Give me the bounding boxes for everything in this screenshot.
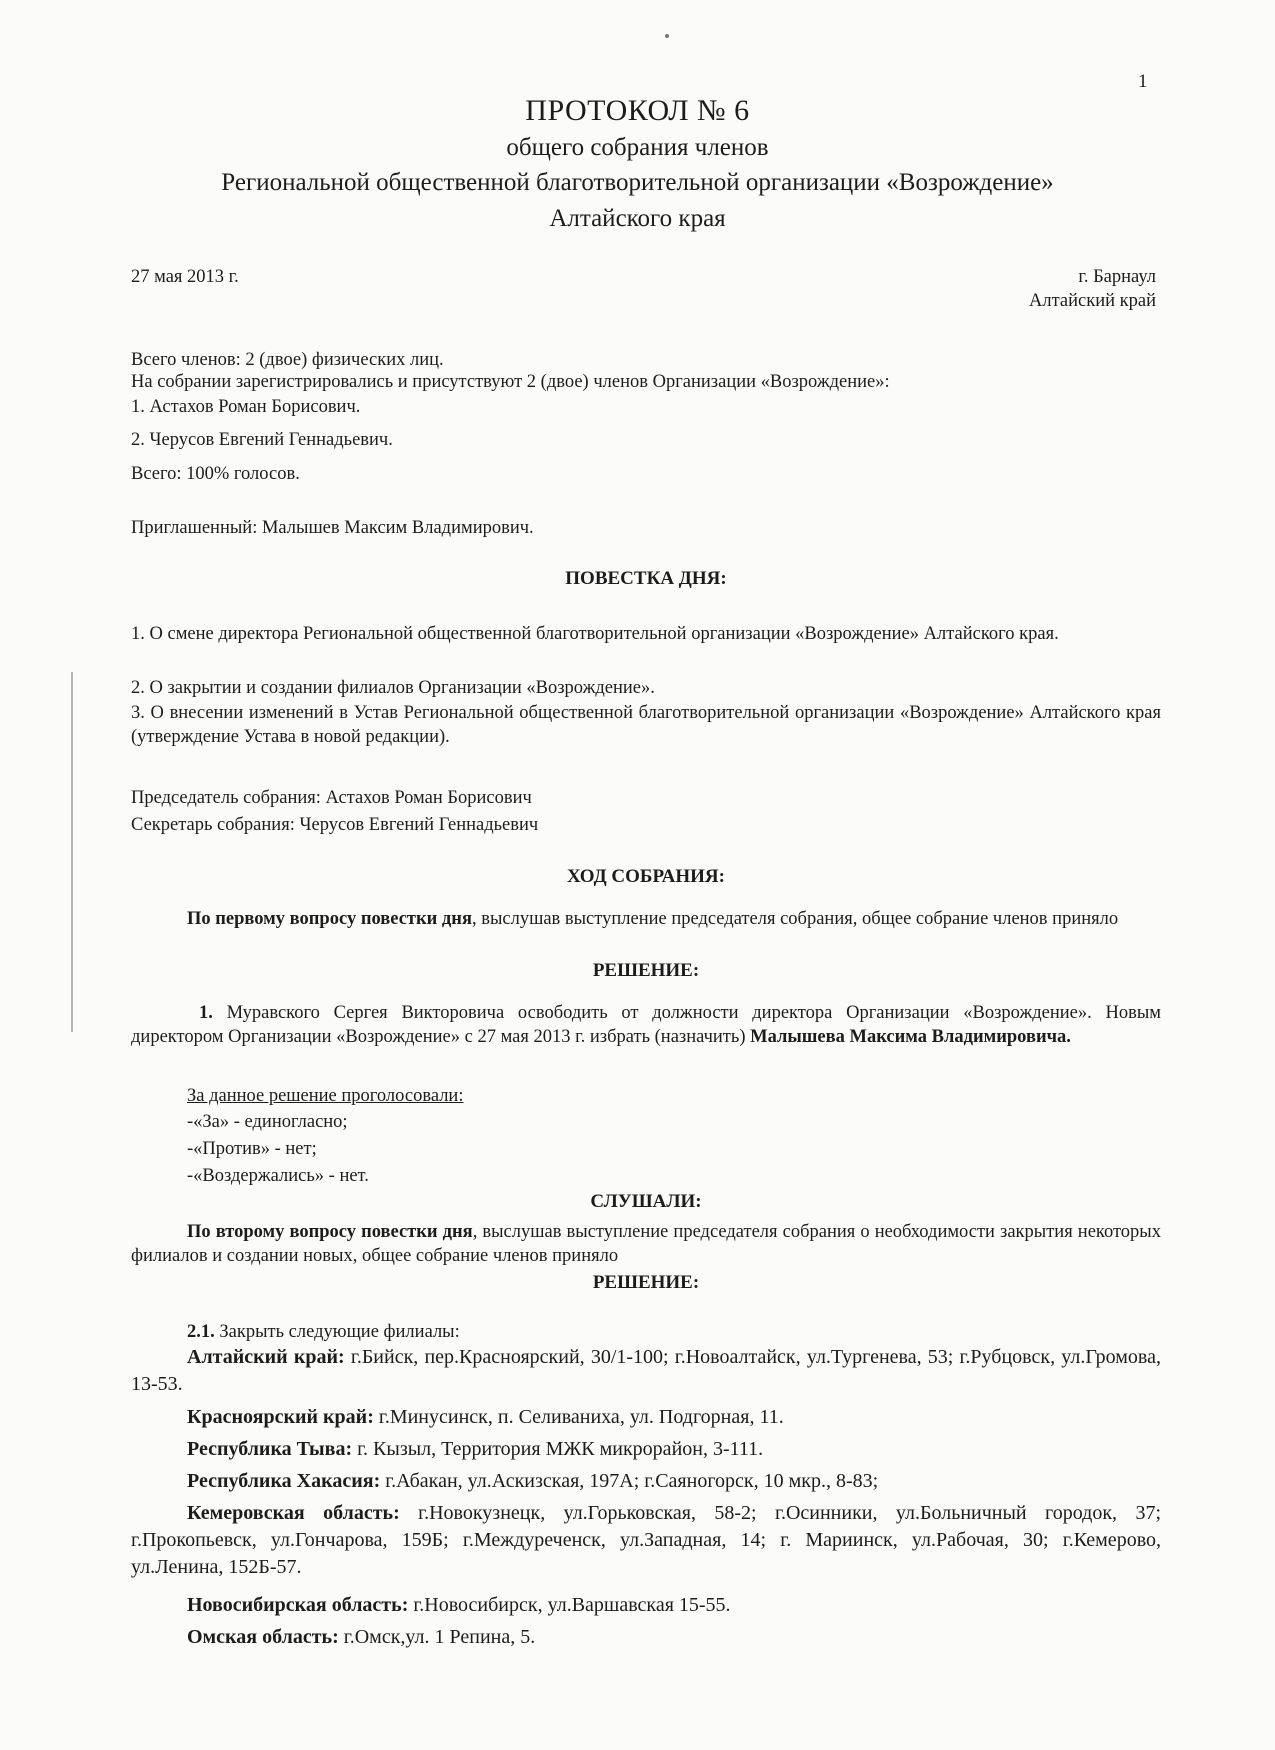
- branch-altai: [131, 1344, 1161, 1398]
- branches-intro-text: Закрыть следующие филиалы:: [214, 1322, 460, 1342]
- heard-heading: СЛУШАЛИ:: [590, 1191, 702, 1212]
- branch-kemerovo-addresses: г.Новокузнецк, ул.Горьковская, 58-2; г.Осинники, ул.Больничный городок, 37; г.Прокопьевск, ул.Гончарова, 159Б; г.Междуреченск, ул.Западная, 14; г. Мариинск, ул.Рабочая, 30; г.Кемерово, ул.Ленина, 152Б-57.: [131, 1502, 1161, 1578]
- branch-tyva-label: Республика Тыва:: [187, 1438, 353, 1460]
- vote-for: -«За» - единогласно;: [187, 1112, 348, 1132]
- question-2-paragraph: [131, 1220, 1161, 1268]
- branch-omsk-label: Омская область:: [187, 1626, 339, 1648]
- decision-1-heading: РЕШЕНИЕ:: [592, 960, 700, 981]
- title-subtitle: общего собрания членов: [506, 134, 769, 161]
- question-1-text: , выслушав выступление председателя собрания, общее собрание членов приняло: [471, 909, 1119, 929]
- document-title: ПРОТОКОЛ № 6: [525, 94, 750, 127]
- question-2-text: , выслушав выступление председателя собрания о необходимости закрытия некоторых филиалов и создании новых, общее собрание членов приняло: [131, 1222, 1161, 1266]
- branch-novosibirsk-label: Новосибирская область:: [187, 1594, 409, 1616]
- decision-1-number: 1.: [199, 1003, 213, 1023]
- branch-altai-addresses: г.Бийск, пер.Красноярский, 30/1-100; г.Новоалтайск, ул.Тургенева, 53; г.Рубцовск, ул.Громова, 13-53.: [131, 1346, 1161, 1395]
- member-1: 1. Астахов Роман Борисович.: [131, 397, 361, 417]
- vote-abstain: -«Воздержались» - нет.: [187, 1166, 369, 1186]
- branch-novosibirsk-addresses: г.Новосибирск, ул.Варшавская 15-55.: [408, 1594, 731, 1616]
- branch-krasnoyarsk-addresses: г.Минусинск, п. Селиваниха, ул. Подгорная, 11.: [373, 1406, 784, 1428]
- branch-kemerovo: [131, 1500, 1161, 1581]
- votes-total: Всего: 100% голосов.: [131, 464, 300, 484]
- new-director-name: Малышева Максима Владимировича.: [750, 1027, 1071, 1047]
- page-number: 1: [1138, 71, 1148, 92]
- member-2: 2. Черусов Евгений Геннадьевич.: [131, 430, 393, 450]
- branch-omsk: [131, 1624, 1161, 1651]
- branch-tyva: [131, 1436, 1161, 1463]
- branch-omsk-addresses: г.Омск,ул. 1 Репина, 5.: [338, 1626, 536, 1648]
- branch-altai-label: Алтайский край:: [187, 1346, 345, 1368]
- meeting-chair: Председатель собрания: Астахов Роман Борисович: [131, 788, 532, 808]
- branch-khakasia-label: Республика Хакасия:: [187, 1470, 381, 1492]
- question-1-paragraph: [131, 907, 1161, 931]
- branch-kemerovo-label: Кемеровская область:: [187, 1502, 400, 1524]
- meeting-region: Алтайский край: [1029, 291, 1156, 311]
- voted-label: За данное решение проголосовали:: [187, 1086, 464, 1106]
- question-1-label: По первому вопросу повестки дня: [187, 909, 472, 929]
- branch-krasnoyarsk-label: Красноярский край:: [187, 1406, 374, 1428]
- invited-person: Приглашенный: Малышев Максим Владимирович.: [131, 518, 534, 538]
- proceedings-heading: ХОД СОБРАНИЯ:: [567, 866, 725, 887]
- branch-krasnoyarsk: [131, 1404, 1161, 1431]
- registered-members: На собрании зарегистрировались и присутствуют 2 (двое) членов Организации «Возрождение»:: [131, 372, 890, 392]
- title-organization: Региональной общественной благотворительной организации «Возрождение»: [221, 169, 1054, 196]
- branches-intro-number: 2.1.: [187, 1322, 215, 1342]
- question-2-label: По второму вопросу повестки дня: [187, 1222, 473, 1242]
- branch-novosibirsk: [131, 1592, 1161, 1619]
- agenda-item-1: 1. О смене директора Региональной общественной благотворительной организации «Возрождение» Алтайского края.: [131, 624, 1059, 644]
- scan-dot: [665, 34, 669, 38]
- agenda-item-2: 2. О закрытии и создании филиалов Организации «Возрождение».: [131, 678, 655, 698]
- meeting-city: г. Барнаул: [1078, 267, 1156, 287]
- title-region: Алтайского края: [549, 205, 726, 232]
- decision-1-paragraph: [131, 1001, 1161, 1049]
- meeting-secretary: Секретарь собрания: Черусов Евгений Геннадьевич: [131, 815, 539, 835]
- vote-against: -«Против» - нет;: [187, 1139, 317, 1159]
- scan-margin-line: [71, 672, 73, 1032]
- decision-1-text: Муравского Сергея Викторовича освободить от должности директора Организации «Возрождение». Новым директором Организации «Возрождение» с 27 мая 2013 г. избрать (назначить): [131, 1003, 1161, 1047]
- branch-tyva-addresses: г. Кызыл, Территория МЖК микрорайон, 3-111.: [352, 1438, 764, 1460]
- decision-2-heading: РЕШЕНИЕ:: [592, 1272, 700, 1293]
- branch-khakasia: [131, 1468, 1161, 1495]
- total-members: Всего членов: 2 (двое) физических лиц.: [131, 350, 444, 370]
- meeting-date: 27 мая 2013 г.: [131, 267, 239, 287]
- agenda-item-3: 3. О внесении изменений в Устав Региональной общественной благотворительной организации «Возрождение» Алтайского края (утверждение Устава в новой редакции).: [131, 703, 1161, 747]
- branches-intro: [187, 1320, 460, 1344]
- branch-khakasia-addresses: г.Абакан, ул.Аскизская, 197А; г.Саяногорск, 10 мкр., 8-83;: [380, 1470, 879, 1492]
- agenda-heading: ПОВЕСТКА ДНЯ:: [565, 568, 727, 589]
